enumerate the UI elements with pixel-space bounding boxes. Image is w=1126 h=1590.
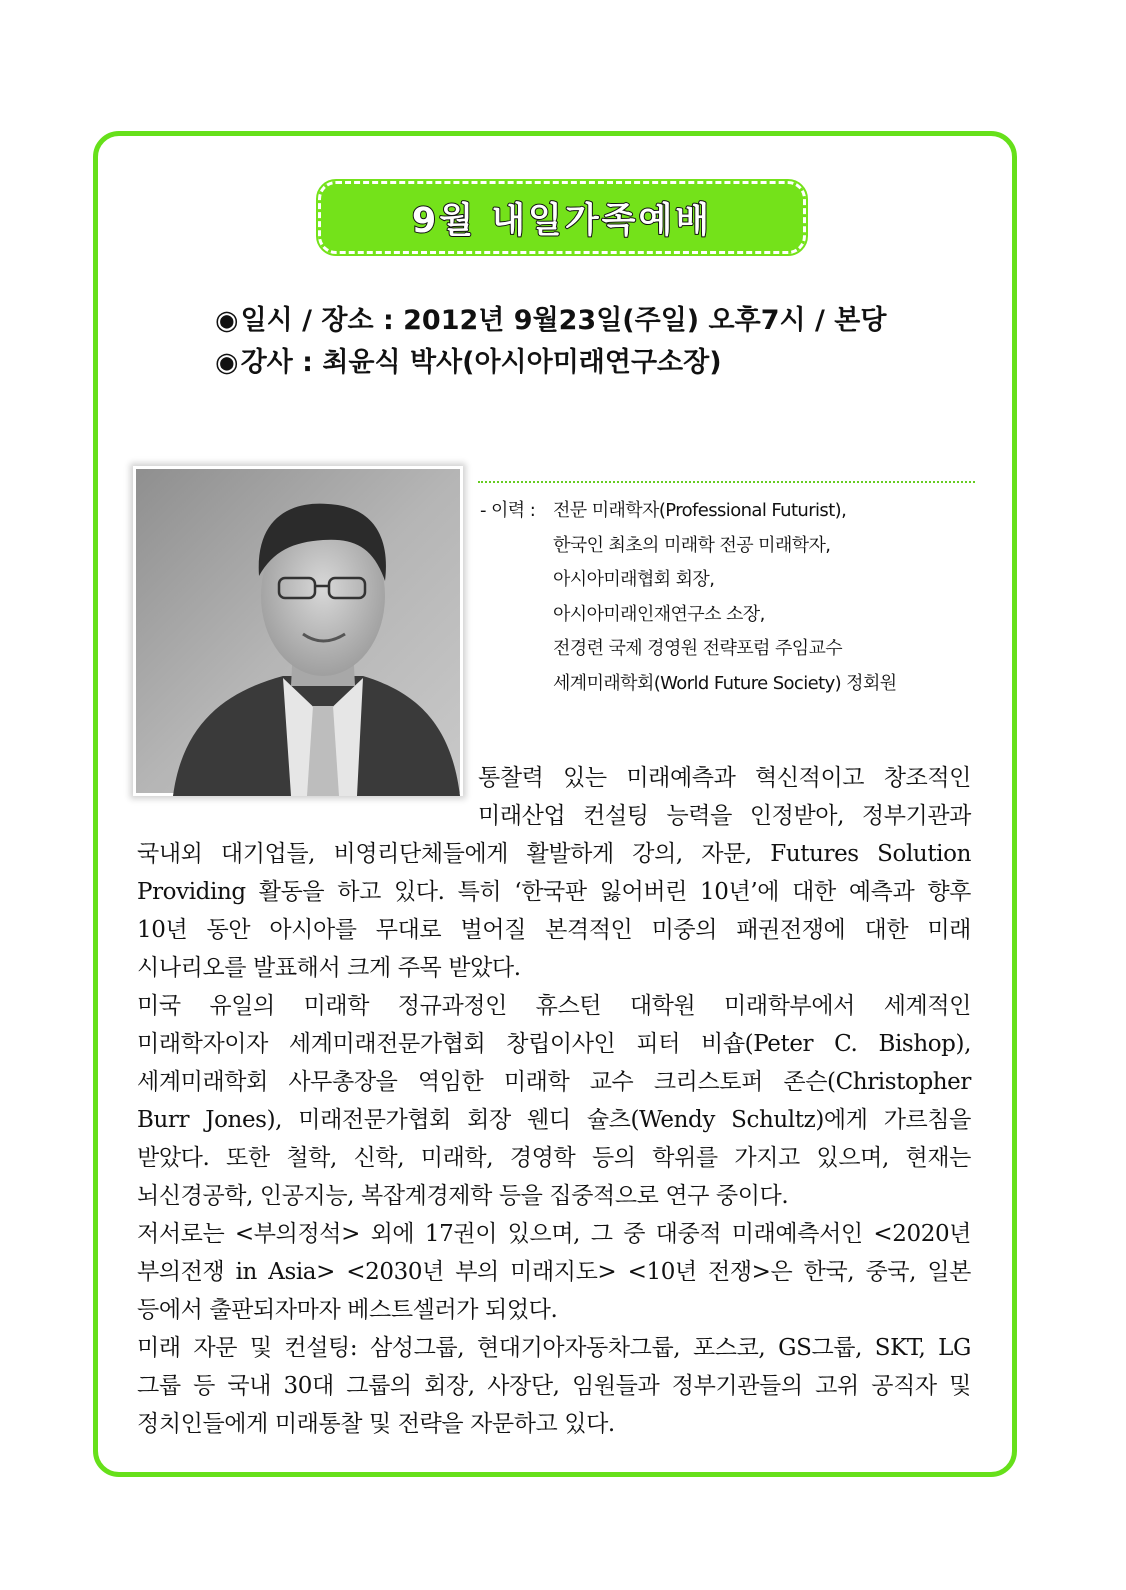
info-speaker <box>215 340 722 379</box>
bio-line: 미래 자문 및 컨설팅: 삼성그룹, 현대기아자동차그룹, 포스코, GS그룹, SKT, LG <box>137 1335 971 1361</box>
bio-line: 미국 유일의 미래학 정규과정인 휴스턴 대학원 미래학부에서 세계적인 <box>137 993 971 1019</box>
bio-line: 시나리오를 발표해서 크게 주목 받았다. <box>137 955 521 981</box>
bio-line: 10년 동안 아시아를 무대로 벌어질 본격적인 미중의 패권전쟁에 대한 미래 <box>137 917 971 943</box>
career-item: 전문 미래학자(Professional Futurist), <box>553 500 847 521</box>
bio-line: 받았다. 또한 철학, 신학, 미래학, 경영학 등의 학위를 가지고 있으며, 현재는 <box>137 1145 971 1171</box>
portrait-photo-icon <box>133 466 463 796</box>
bio-line: 등에서 출판되자마자 베스트셀러가 되었다. <box>137 1297 558 1323</box>
datetime-text: 일시 / 장소 : 2012년 9월23일(주일) 오후7시 / 본당 <box>240 305 887 336</box>
career-item: 아시아미래협회 회장, <box>553 569 715 590</box>
info-datetime <box>215 298 886 337</box>
title-badge <box>318 181 806 254</box>
bio-line: 통찰력 있는 미래예측과 혁신적이고 창조적인 <box>478 765 971 791</box>
speaker-photo <box>133 466 463 796</box>
bio-line: Providing 활동을 하고 있다. 특히 ‘한국판 잃어버린 10년’에 대한 예측과 향후 <box>137 879 971 905</box>
bio-line: 그룹 등 국내 30대 그룹의 회장, 사장단, 임원들과 정부기관들의 고위 공직자 및 <box>137 1373 971 1399</box>
divider <box>478 481 975 483</box>
bio-line: 부의전쟁 in Asia> <2030년 부의 미래지도> <10년 전쟁>은 한국, 중국, 일본 <box>137 1259 971 1285</box>
career-item: 전경련 국제 경영원 전략포럼 주임교수 <box>553 638 843 659</box>
bio-body <box>137 835 971 1443</box>
bio-line: 미래산업 컨설팅 능력을 인정받아, 정부기관과 <box>478 803 971 829</box>
bio-line: 세계미래학회 사무총장을 역임한 미래학 교수 크리스토퍼 존슨(Christopher <box>137 1069 971 1095</box>
bio-line: 미래학자이자 세계미래전문가협회 창립이사인 피터 비숍(Peter C. Bishop), <box>137 1031 971 1057</box>
bio-wrap <box>478 759 971 835</box>
career-item: 세계미래학회(World Future Society) 정회원 <box>553 672 897 694</box>
bio-line: 저서로는 <부의정석> 외에 17권이 있으며, 그 중 대중적 미래예측서인 <2020년 <box>137 1221 971 1247</box>
page-title: 9월 내일가족예배 <box>411 200 713 241</box>
career-item: 아시아미래인재연구소 소장, <box>553 603 765 625</box>
bullet-icon: ◉ <box>215 347 239 378</box>
career-label: - 이력 : <box>480 500 536 521</box>
career-list <box>480 494 897 701</box>
career-item: 한국인 최초의 미래학 전공 미래학자, <box>553 534 831 556</box>
bio-line: 정치인들에게 미래통찰 및 전략을 자문하고 있다. <box>137 1411 615 1437</box>
bio-line: 뇌신경공학, 인공지능, 복잡계경제학 등을 집중적으로 연구 중이다. <box>137 1183 789 1209</box>
bio-line: 국내외 대기업들, 비영리단체들에게 활발하게 강의, 자문, Futures Solution <box>137 841 971 867</box>
bullet-icon: ◉ <box>215 305 239 336</box>
speaker-text: 강사 : 최윤식 박사(아시아미래연구소장) <box>240 347 722 378</box>
bio-line: Burr Jones), 미래전문가협회 회장 웬디 슐츠(Wendy Schultz)에게 가르침을 <box>137 1107 971 1133</box>
